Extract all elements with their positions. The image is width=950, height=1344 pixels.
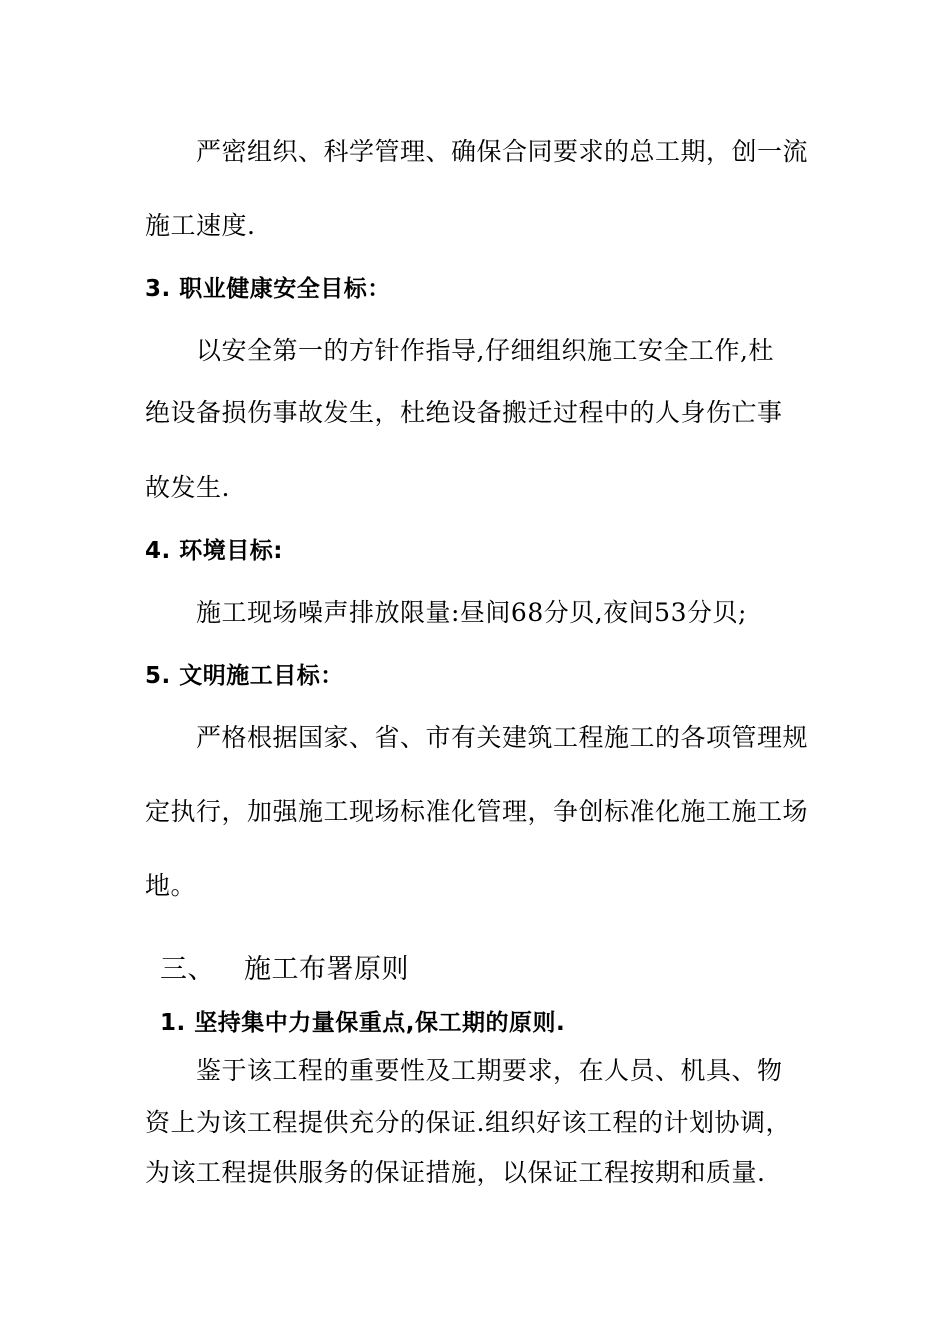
section-number: 三、 — [160, 954, 215, 985]
health-safety-paragraph-line-2: 绝设备损伤事故发生，杜绝设备搬迁过程中的人身伤亡事 — [145, 398, 783, 427]
civilized-paragraph-line-3: 地。 — [145, 871, 197, 900]
health-safety-paragraph-line-1: 以安全第一的方针作指导,仔细组织施工安全工作,杜 — [196, 336, 774, 365]
health-safety-heading: 3. 职业健康安全目标： — [145, 276, 391, 302]
section-title: 施工布署原则 — [244, 954, 409, 985]
health-safety-paragraph-line-3: 故发生. — [145, 473, 230, 502]
civilized-heading: 5. 文明施工目标： — [145, 663, 344, 689]
principle-1-heading: 1. 坚持集中力量保重点,保工期的原则. — [160, 1010, 566, 1036]
principle-1-paragraph-line-2: 资上为该工程提供充分的保证.组织好该工程的计划协调， — [145, 1108, 791, 1137]
schedule-paragraph-line-2: 施工速度. — [145, 211, 256, 240]
principle-1-paragraph-line-1: 鉴于该工程的重要性及工期要求，在人员、机具、物 — [196, 1056, 783, 1085]
schedule-paragraph-line-1: 严密组织、科学管理、确保合同要求的总工期，创一流 — [196, 137, 809, 166]
section-heading — [0, 954, 950, 990]
principle-1-paragraph-line-3: 为该工程提供服务的保证措施，以保证工程按期和质量. — [145, 1158, 766, 1187]
civilized-paragraph-line-2: 定执行，加强施工现场标准化管理，争创标准化施工施工场 — [145, 797, 809, 826]
civilized-paragraph-line-1: 严格根据国家、省、市有关建筑工程施工的各项管理规 — [196, 723, 809, 752]
environment-paragraph-line-1: 施工现场噪声排放限量:昼间68分贝,夜间53分贝; — [196, 598, 747, 627]
environment-heading: 4. 环境目标: — [145, 538, 283, 564]
